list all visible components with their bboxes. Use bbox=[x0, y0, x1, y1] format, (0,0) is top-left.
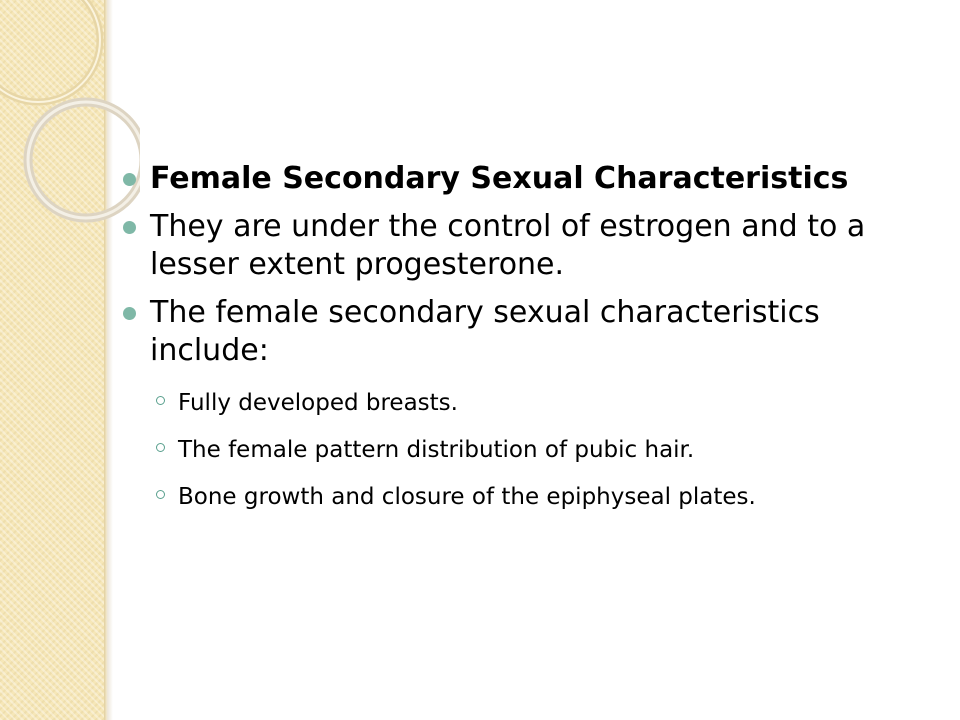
sub-bullet-item-pubic-hair bbox=[120, 435, 920, 466]
bullet-item-control bbox=[120, 208, 920, 284]
sub-bullet-text: The female pattern distribution of pubic hair. bbox=[178, 437, 695, 463]
sub-bullet-text: Fully developed breasts. bbox=[178, 390, 458, 416]
bullet-dot-icon bbox=[123, 173, 136, 186]
bullet-dot-icon bbox=[123, 307, 136, 320]
sub-bullet-item-breasts bbox=[120, 388, 920, 419]
sub-bullet-text: Bone growth and closure of the epiphyseal plates. bbox=[178, 484, 756, 510]
bullet-item-title bbox=[120, 160, 920, 198]
bullet-dot-icon bbox=[123, 221, 136, 234]
sub-bullet-item-bone-growth bbox=[120, 482, 920, 513]
slide-body bbox=[120, 160, 920, 529]
bullet-text: They are under the control of estrogen and to a lesser extent progesterone. bbox=[150, 209, 866, 282]
decorative-rings-icon bbox=[0, 0, 140, 260]
sub-bullet-ring-icon bbox=[156, 396, 165, 405]
bullet-text: Female Secondary Sexual Characteristics bbox=[150, 161, 849, 196]
sub-bullet-ring-icon bbox=[156, 490, 165, 499]
bullet-text: The female secondary sexual characteristics include: bbox=[150, 295, 820, 368]
sub-bullet-ring-icon bbox=[156, 443, 165, 452]
bullet-item-characteristics bbox=[120, 294, 920, 370]
